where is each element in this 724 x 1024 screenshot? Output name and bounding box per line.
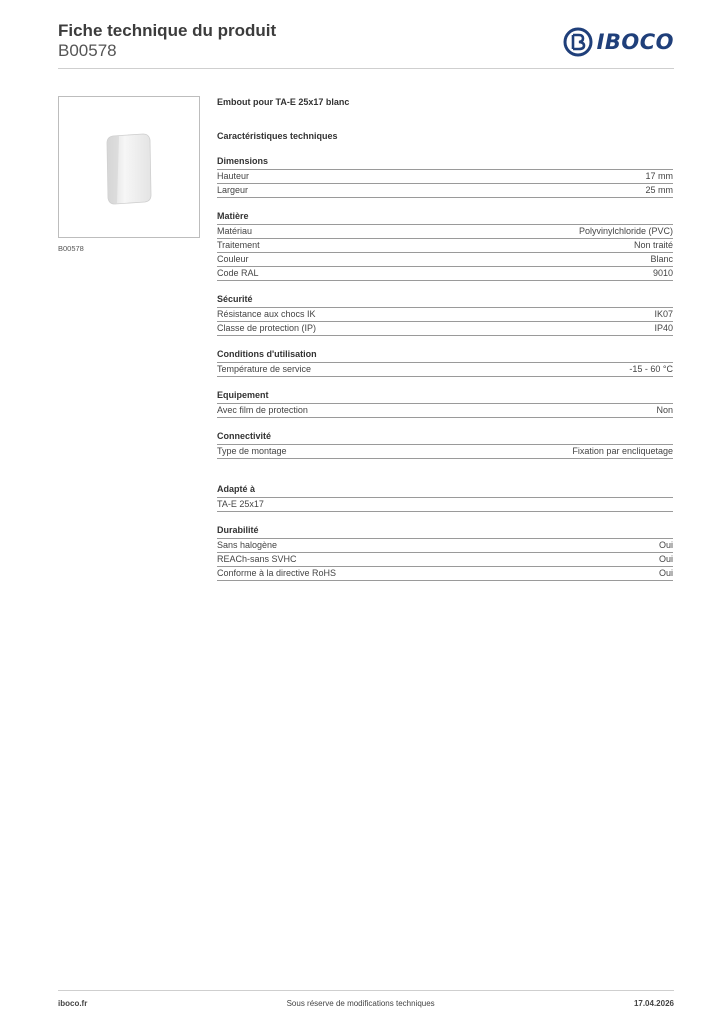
section-title: Dimensions bbox=[217, 155, 673, 170]
spec-value: 17 mm bbox=[645, 171, 673, 181]
iboco-emblem-icon bbox=[563, 27, 593, 57]
spec-label: TA-E 25x17 bbox=[217, 499, 264, 509]
spec-row bbox=[217, 170, 673, 184]
spec-row bbox=[217, 498, 673, 512]
section-matiere bbox=[217, 210, 673, 281]
header-divider bbox=[58, 68, 674, 69]
section-title: Sécurité bbox=[217, 293, 673, 308]
section-title: Connectivité bbox=[217, 430, 673, 445]
product-code: B00578 bbox=[58, 41, 117, 60]
spec-row bbox=[217, 322, 673, 336]
section-dimensions bbox=[217, 155, 673, 198]
spec-row bbox=[217, 308, 673, 322]
spec-value: -15 - 60 °C bbox=[629, 364, 673, 374]
product-image bbox=[59, 97, 199, 237]
spec-label: Matériau bbox=[217, 226, 253, 236]
section-securite bbox=[217, 293, 673, 336]
spec-row bbox=[217, 225, 673, 239]
spec-value: 25 mm bbox=[645, 185, 673, 195]
spec-value: Non traité bbox=[633, 240, 673, 250]
spec-label: Code RAL bbox=[217, 268, 259, 278]
footer-notice: Sous réserve de modifications techniques bbox=[286, 999, 435, 1008]
spec-value: Non bbox=[656, 405, 673, 415]
brand-logo bbox=[563, 27, 674, 57]
spec-row bbox=[217, 267, 673, 281]
spec-value: Blanc bbox=[650, 254, 673, 264]
image-caption: B00578 bbox=[58, 244, 84, 253]
spec-label: Conforme à la directive RoHS bbox=[217, 568, 337, 578]
spec-label: Couleur bbox=[217, 254, 249, 264]
spec-row bbox=[217, 253, 673, 267]
spec-row bbox=[217, 239, 673, 253]
spec-label: Classe de protection (IP) bbox=[217, 323, 317, 333]
spec-value: Polyvinylchloride (PVC) bbox=[578, 226, 673, 236]
spec-value: Oui bbox=[658, 540, 673, 550]
section-equipement bbox=[217, 389, 673, 418]
spec-label: Sans halogène bbox=[217, 540, 278, 550]
section-title: Durabilité bbox=[217, 524, 673, 539]
section-title: Adapté à bbox=[217, 483, 673, 498]
product-image-frame bbox=[58, 96, 200, 238]
spec-row bbox=[217, 553, 673, 567]
section-conditions bbox=[217, 348, 673, 377]
spec-label: Avec film de protection bbox=[217, 405, 308, 415]
spec-row bbox=[217, 567, 673, 581]
spec-value: Oui bbox=[658, 568, 673, 578]
section-adapte bbox=[217, 483, 673, 512]
spec-value: Fixation par encliquetage bbox=[572, 446, 673, 456]
spec-label: Type de montage bbox=[217, 446, 287, 456]
specs-heading: Caractéristiques techniques bbox=[217, 131, 338, 141]
spec-value: Oui bbox=[658, 554, 673, 564]
page-header bbox=[58, 20, 276, 61]
spec-sheet bbox=[217, 96, 673, 581]
spec-label: Largeur bbox=[217, 185, 249, 195]
section-durabilite bbox=[217, 524, 673, 581]
spec-label: REACh-sans SVHC bbox=[217, 554, 297, 564]
spec-label: Résistance aux chocs IK bbox=[217, 309, 316, 319]
footer-date: 17.04.2026 bbox=[633, 999, 674, 1008]
spec-row bbox=[217, 445, 673, 459]
brand-wordmark: IBOCO bbox=[596, 30, 674, 54]
spec-value: IK07 bbox=[654, 309, 673, 319]
spec-label: Hauteur bbox=[217, 171, 250, 181]
spec-row bbox=[217, 184, 673, 198]
page-title: Fiche technique du produit bbox=[58, 21, 277, 40]
spec-label: Traitement bbox=[217, 240, 260, 250]
footer-website[interactable]: iboco.fr bbox=[58, 999, 88, 1008]
section-connectivite bbox=[217, 430, 673, 459]
section-title: Conditions d'utilisation bbox=[217, 348, 673, 363]
product-title: Embout pour TA-E 25x17 blanc bbox=[217, 97, 350, 107]
spec-value: IP40 bbox=[654, 323, 673, 333]
spec-row bbox=[217, 404, 673, 418]
section-title: Matière bbox=[217, 210, 673, 225]
spec-label: Température de service bbox=[217, 364, 312, 374]
spec-value: 9010 bbox=[652, 268, 673, 278]
footer-divider bbox=[58, 990, 674, 991]
page-footer bbox=[58, 999, 674, 1008]
section-title: Equipement bbox=[217, 389, 673, 404]
spec-row bbox=[217, 363, 673, 377]
spec-row bbox=[217, 539, 673, 553]
